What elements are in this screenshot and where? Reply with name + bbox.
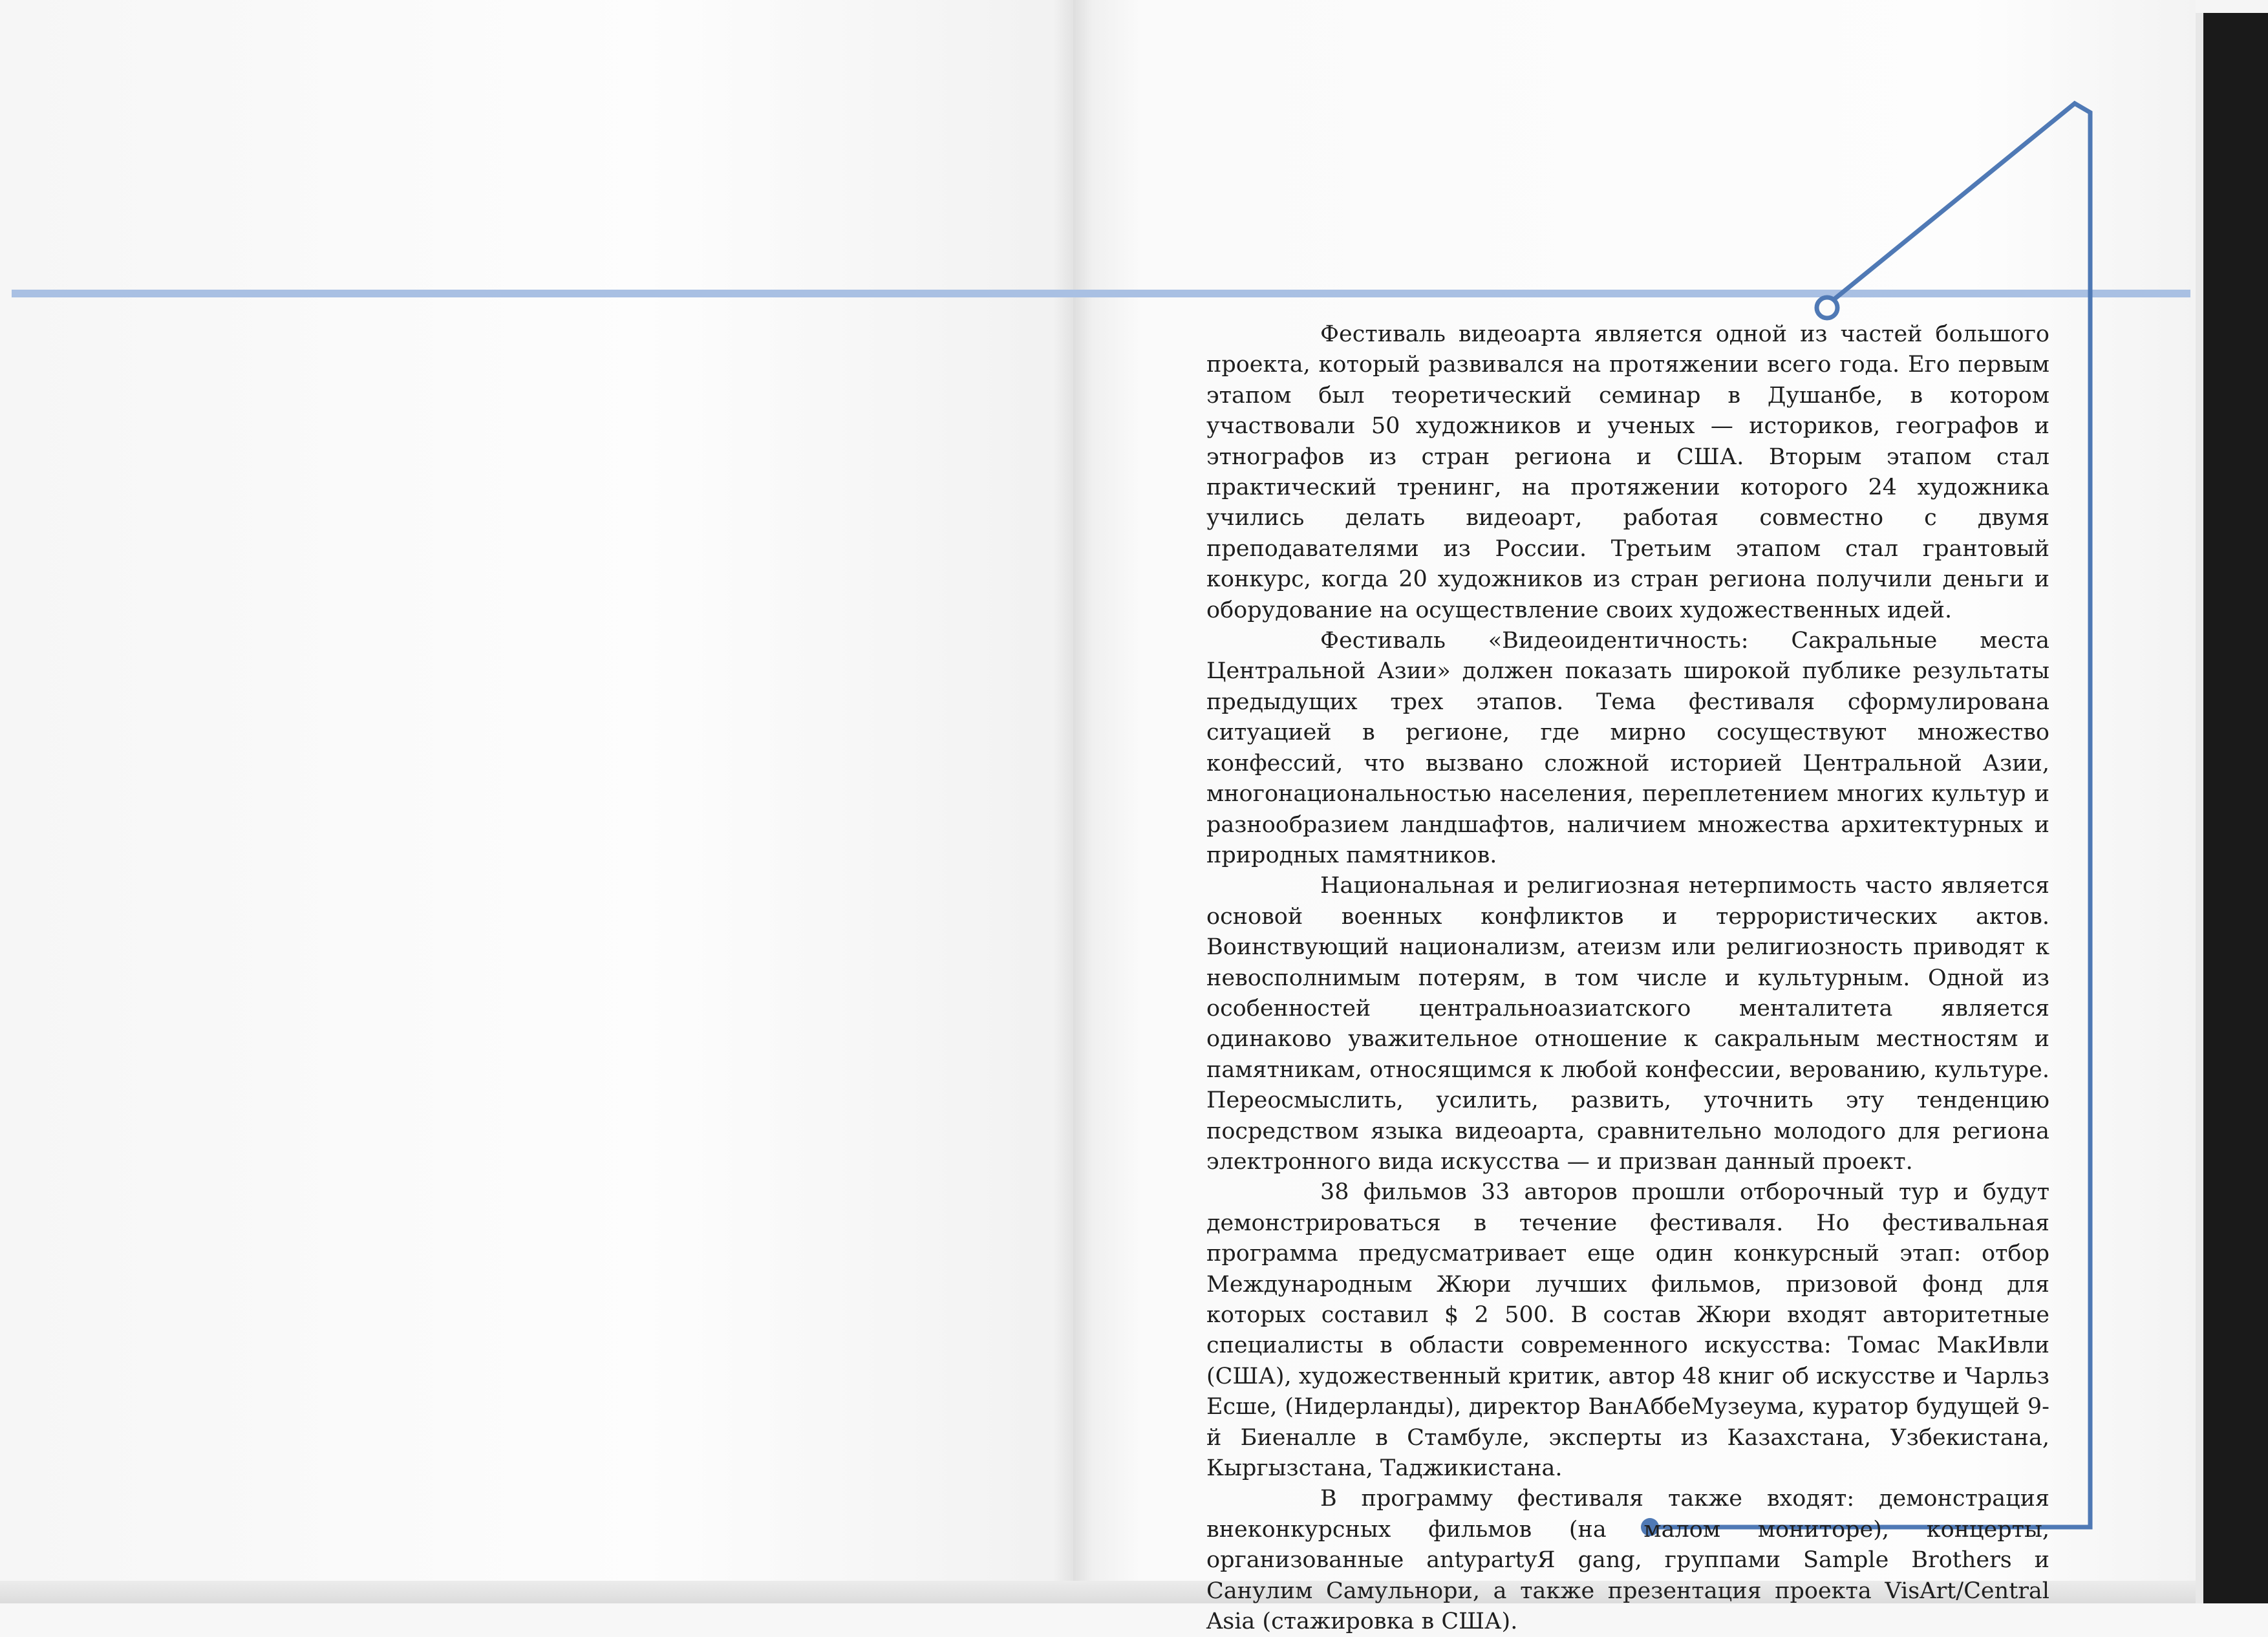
paragraph-1: Фестиваль видеоарта является одной из частей большого проекта, который развивался на протяжении всего года. Его первым этапом был теоретический семинар в Душанбе, в котором участвовали 50 художников и ученых — историков, географов и этнографов из стран региона и США. Вторым этапом стал практический тренинг, на протяжении которого 24 художника учились делать видеоарт, работая совместно с двумя преподавателями из России. Третьим этапом стал грантовый конкурс, когда 20 художников из стран региона получили деньги и оборудование на осуществление своих художественных идей. (1206, 321, 2049, 623)
ornament-ring (1817, 297, 1837, 318)
paragraph-3: Национальная и религиозная нетерпимость часто является основой военных конфликтов и террористических актов. Воинствующий национализм, атеизм или религиозность приводят к невосполнимым потерям, в том числе и культурным. Одной из особенностей центральноазиатского менталитета является одинаково уважительное отношение к сакральным местностям и памятникам, относящимся к любой конфессии, верованию, культуре. Переосмыслить, усилить, развить, уточнить эту тенденцию посредством языка видеоарта, сравнительно молодого для региона электронного вида искусства — и призван данный проект. (1206, 873, 2049, 1175)
paragraph-5: В программу фестиваля также входят: демонстрация внеконкурсных фильмов (на малом мониторе), концерты, организованные antypartyЯ gang, группами Sample Brothers и Санулим Самульнори, а также презентация проекта VisArt/Central Asia (стажировка в США). (1206, 1486, 2049, 1635)
paragraph-2: Фестиваль «Видеоидентичность: Сакральные места Центральной Азии» должен показать широкой публике результаты предыдущих трех этапов. Тема фестиваля сформулирована ситуацией в регионе, где мирно сосуществуют множество конфессий, что вызвано сложной историей Центральной Азии, многонациональностью населения, переплетением многих культур и разнообразием ландшафтов, наличием множества архитектурных и природных памятников. (1206, 628, 2049, 868)
paragraph-4: 38 фильмов 33 авторов прошли отборочный тур и будут демонстрироваться в течение фестиваля. Но фестивальная программа предусматривает еще один конкурсный этап: отбор Международным Жюри лучших фильмов, призовой фонд для которых составил $ 2 500. В состав Жюри входят авторитетные специалисты в области современного искусства: Томас МакИвли (США), художественный критик, автор 48 книг об искусстве и Чарльз Есше, (Нидерланды), директор ВанАббеМузеума, куратор будущей 9-й Биеналле в Стамбуле, эксперты из Казахстана, Узбекистана, Кыргызстана, Таджикистана. (1206, 1179, 2049, 1482)
article-text (1206, 319, 2049, 1637)
